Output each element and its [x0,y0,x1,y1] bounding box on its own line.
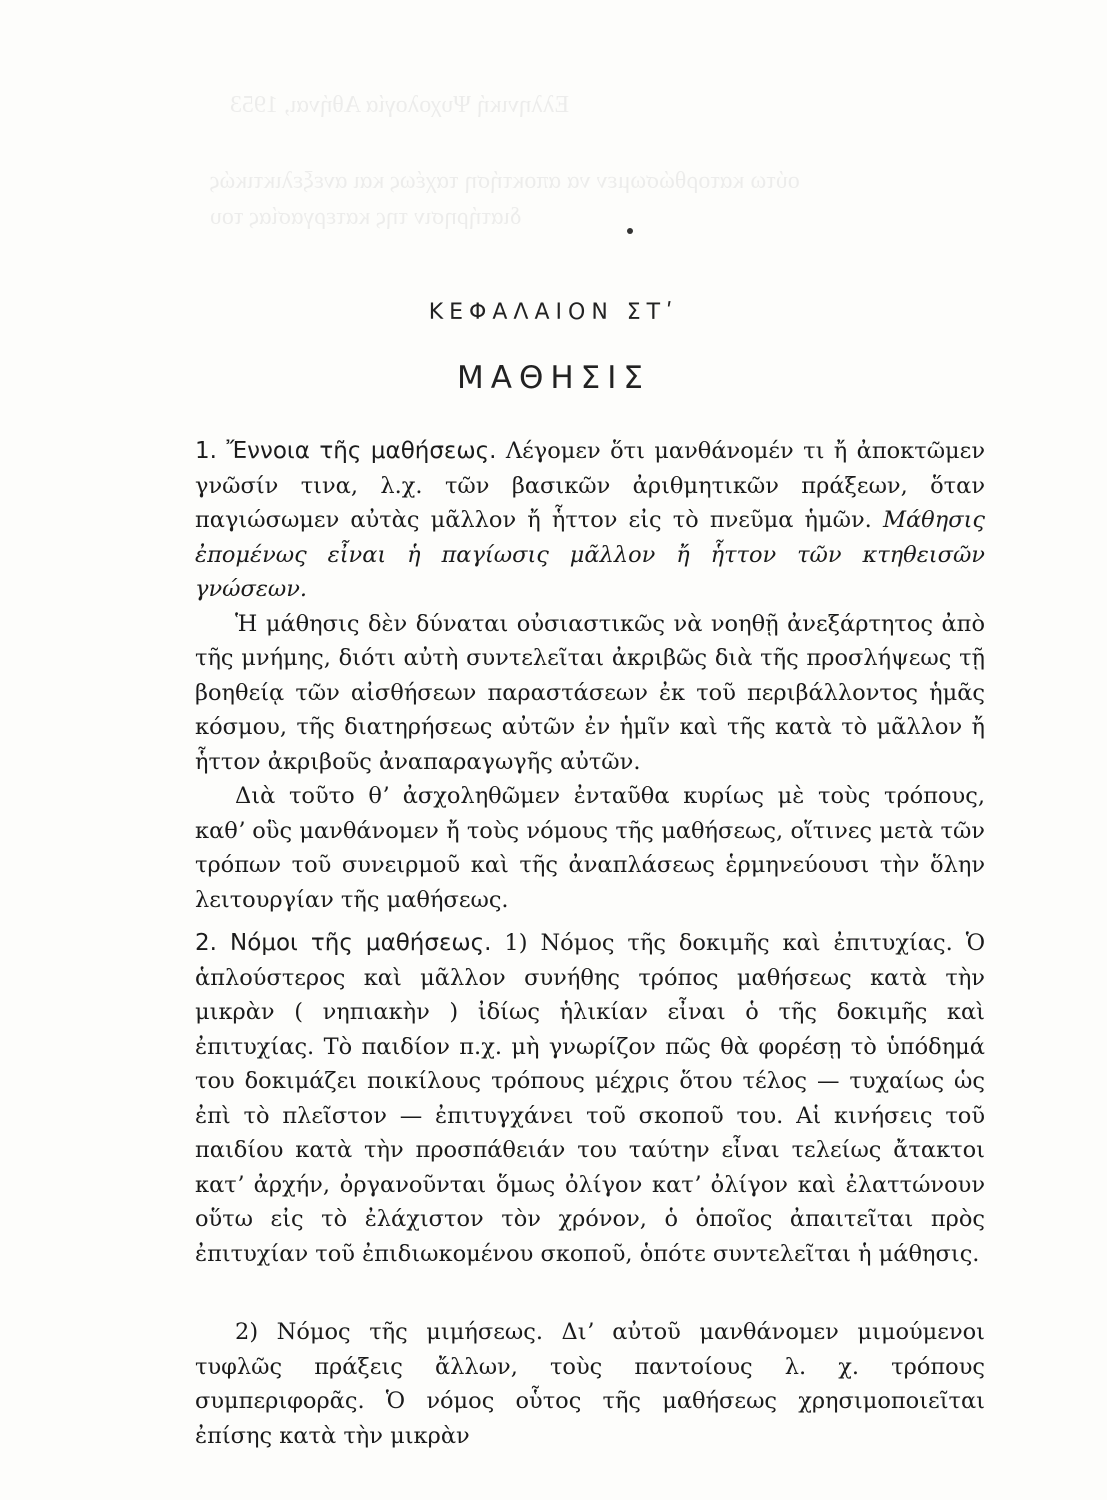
bleed-through-text: Ελληνική Ψυχολογία Αθήναι, 1953 [230,92,570,118]
paragraph-text: Λέγομεν ὅτι μανθάνομέν τι ἤ ἀποκτῶμεν γνῶσίν τινα, λ.χ. τῶν βασικῶν ἀριθμητικῶν πράξεων, ὅταν παγιώσωμεν αὐτὰς μᾶλλον ἤ ἧττον εἰς τὸ πνεῦμα ἡμῶν. [195,438,985,533]
paragraph-text: Ὁ ἁπλούστερος καὶ μᾶλλον συνήθης τρόπος μαθήσεως κατὰ τὴν μικρὰν ( νηπιακὴν ) ἰδίως ἡλικίαν εἶναι ὁ τῆς δοκιμῆς καὶ ἐπιτυχίας. Τὸ παιδίον π.χ. μὴ γνωρίζον πῶς θὰ φορέσῃ τὸ ὑπόδημά του δοκιμάζει ποικίλους τρόπους μέχρις ὅτου τέλος — τυχαίως ὡς ἐπὶ τὸ πλεῖστον — ἐπιτυγχάνει τοῦ σκοποῦ του. Αἱ κινήσεις τοῦ παιδίου κατὰ τὴν προσπάθειάν του ταύτην εἶναι τελείως ἄτακτοι κατʼ ἀρχήν, ὀργανοῦνται ὅμως ὀλίγον κατʼ ὀλίγον καὶ ἐλαττώνουν οὕτω εἰς τὸ ἐλάχιστον τὸν χρόνον, ὁ ὁποῖος ἀπαιτεῖται πρὸς ἐπιτυχίαν τοῦ ἐπιδιωκομένου σκοποῦ, ὁπότε συντελεῖται ἡ μάθησις. [195,930,986,1267]
section-concept-of-learning [195,434,985,917]
bleed-through-text: διατήρησιν της κατεργασίας του [210,204,522,230]
paragraph: 2) Νόμος τῆς μιμήσεως. Διʼ αὐτοῦ μανθάνομεν μιμούμενοι τυφλῶς πράξεις ἄλλων, τοὺς παντοίους λ. χ. τρόπους συμπεριφορᾶς. Ὁ νόμος οὗτος τῆς μαθήσεως χρησιμοποιεῖται ἐπίσης κατὰ τὴν μικρὰν [195,1319,985,1449]
bleed-through-text: ούτω κατορθώσωμεν να αποκτήση ταχέως και ανεξελικτικώς [210,168,800,194]
section-heading: 2. Νόμοι τῆς μαθήσεως. [195,930,492,956]
paragraph: Ἡ μάθησις δὲν δύναται οὐσιαστικῶς νὰ νοηθῇ ἀνεξάρτητος ἀπὸ τῆς μνήμης, διότι αὐτὴ συντελεῖται ἀκριβῶς διὰ τῆς προσλήψεως τῇ βοηθείᾳ τῶν αἰσθήσεων παραστάσεων ἐκ τοῦ περιβάλλοντος ἡμᾶς κόσμου, τῆς διατηρήσεως αὐτῶν ἐν ἡμῖν καὶ τῆς κατὰ τὸ μᾶλλον ἤ ἧττον ἀκριβοῦς ἀναπαραγωγῆς αὐτῶν. [195,610,985,775]
section-law-of-imitation [195,1315,985,1453]
paragraph [195,926,985,1271]
ink-dot [627,228,633,234]
chapter-label: ΚΕΦΑΛΑΙΟΝ ΣΤʹ [428,300,679,325]
paragraph: Διὰ τοῦτο θʼ ἀσχοληθῶμεν ἐνταῦθα κυρίως μὲ τοὺς τρόπους, καθʼ οὓς μανθάνομεν ἤ τοὺς νόμους τῆς μαθήσεως, οἵτινες μετὰ τῶν τρόπων τοῦ συνειρμοῦ καὶ τῆς ἀναπλάσεως ἑρμηνεύουσι τὴν ὅλην λειτουργίαν τῆς μαθήσεως. [195,783,985,913]
section-laws-of-learning [195,926,985,1271]
chapter-title: ΜΑΘΗΣΙΣ [457,360,650,396]
paragraph [195,434,985,607]
definition-italic: Μάθησις ἐπομένως εἶναι ἡ παγίωσις μᾶλλον ἤ ἧττον τῶν κτηθεισῶν γνώσεων. [195,507,985,602]
section-heading: 1. Ἔννοια τῆς μαθήσεως. [195,438,497,464]
subheading: 1) Νόμος τῆς δοκιμῆς καὶ ἐπιτυχίας. [504,930,953,956]
